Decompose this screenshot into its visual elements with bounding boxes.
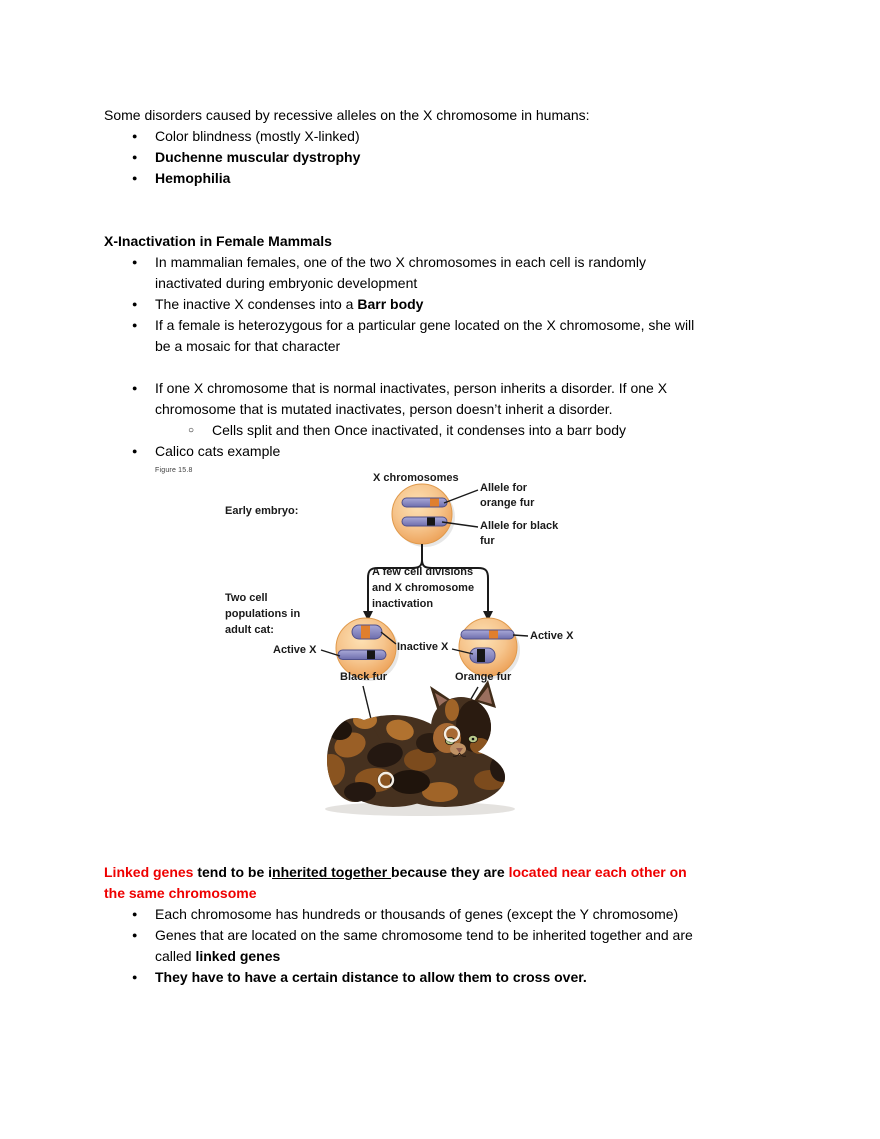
list-item-cells-split: ○ Cells split and then Once inactivated, it condenses into a barr body — [104, 420, 794, 441]
inherited-together-underlined: nherited together — [272, 864, 392, 880]
linked-genes-text: because they are — [391, 864, 509, 880]
list-item-random-inactivation — [104, 252, 794, 294]
x-chromosomes-label: X chromosomes — [373, 472, 459, 484]
calico-figure-graphic — [100, 460, 580, 816]
list-item-hemophilia: ● Hemophilia — [104, 168, 794, 189]
list-item-text: called — [155, 948, 196, 964]
list-item-barr-body — [104, 294, 794, 315]
active-x-left-label: Active X — [273, 644, 317, 656]
list-item-calico-example: ● Calico cats example — [104, 441, 794, 462]
active-x-right-label: Active X — [530, 630, 574, 642]
section-linked-genes — [104, 862, 794, 988]
x-inactivation-list — [104, 252, 794, 357]
list-item-text: be a mosaic for that character — [155, 338, 341, 354]
list-item-duchenne: ● Duchenne muscular dystrophy — [104, 147, 794, 168]
black-fur-label: Black fur — [340, 671, 388, 683]
section-disorder-inheritance — [104, 378, 794, 462]
figure-caption: Figure 15.8 — [155, 467, 193, 474]
list-item-text: ● If one X chromosome that is normal inactivates, person inherits a disorder. If one X — [155, 380, 668, 396]
located-near-red: located near each other on — [508, 864, 687, 880]
list-item-text — [155, 946, 794, 967]
inactive-x-label: Inactive X — [397, 641, 449, 653]
linked-genes-paragraph — [104, 862, 794, 904]
list-item-text: The inactive X condenses into a — [155, 296, 358, 312]
allele-black-label: Allele for black fur — [480, 520, 559, 547]
linked-genes-bold-term: linked genes — [195, 948, 281, 964]
cell-divisions-label: A few cell divisions and X chromosome inactivation — [372, 566, 475, 610]
list-item-text: inactivated during embryonic development — [155, 275, 418, 291]
linked-genes-term: Linked genes — [104, 864, 194, 880]
list-item-gene-count: ● Each chromosome has hundreds or thousands of genes (except the Y chromosome) — [104, 904, 794, 925]
barr-body-bold: Barr body — [357, 296, 424, 312]
list-item-linked-genes-definition — [104, 925, 794, 967]
list-item-text: ● If a female is heterozygous for a particular gene located on the X chromosome, she will — [155, 317, 695, 333]
embryo-cell — [392, 484, 455, 547]
allele-orange-pointer-line — [444, 490, 478, 503]
section-x-inactivation — [104, 231, 794, 357]
list-item-text: ● Genes that are located on the same chromosome tend to be inherited together and are — [155, 927, 693, 943]
list-item-text: ● In mammalian females, one of the two X chromosomes in each cell is randomly — [155, 254, 646, 270]
list-item-text: chromosome that is mutated inactivates, person doesn’t inherit a disorder. — [155, 401, 613, 417]
disorders-list — [104, 126, 794, 189]
allele-orange-label: Allele for orange fur — [480, 482, 535, 509]
x-inactivation-heading: X-Inactivation in Female Mammals — [104, 233, 332, 249]
early-embryo-label: Early embryo: — [225, 505, 299, 517]
linked-genes-line2: the same chromosome — [104, 885, 257, 901]
list-item-inactivation-outcome — [104, 378, 794, 420]
orange-fur-label: Orange fur — [455, 671, 512, 683]
linked-genes-text: tend to be i — [193, 864, 273, 880]
linked-genes-list — [104, 904, 794, 988]
intro-paragraph: Some disorders caused by recessive alleles on the X chromosome in humans: — [104, 107, 590, 123]
linked-genes-line1 — [104, 862, 794, 883]
list-item-mosaic — [104, 315, 794, 357]
figure-calico-x-inactivation — [100, 460, 580, 816]
list-item-cross-over: ● They have to have a certain distance to allow them to cross over. — [104, 967, 794, 988]
disorder-inheritance-list — [104, 378, 794, 462]
list-item-color-blindness: ● Color blindness (mostly X-linked) — [104, 126, 794, 147]
two-cell-populations-label: Two cell populations in adult cat: — [225, 592, 301, 636]
section-recessive-disorders — [104, 105, 794, 189]
calico-cat-illustration — [317, 680, 515, 816]
